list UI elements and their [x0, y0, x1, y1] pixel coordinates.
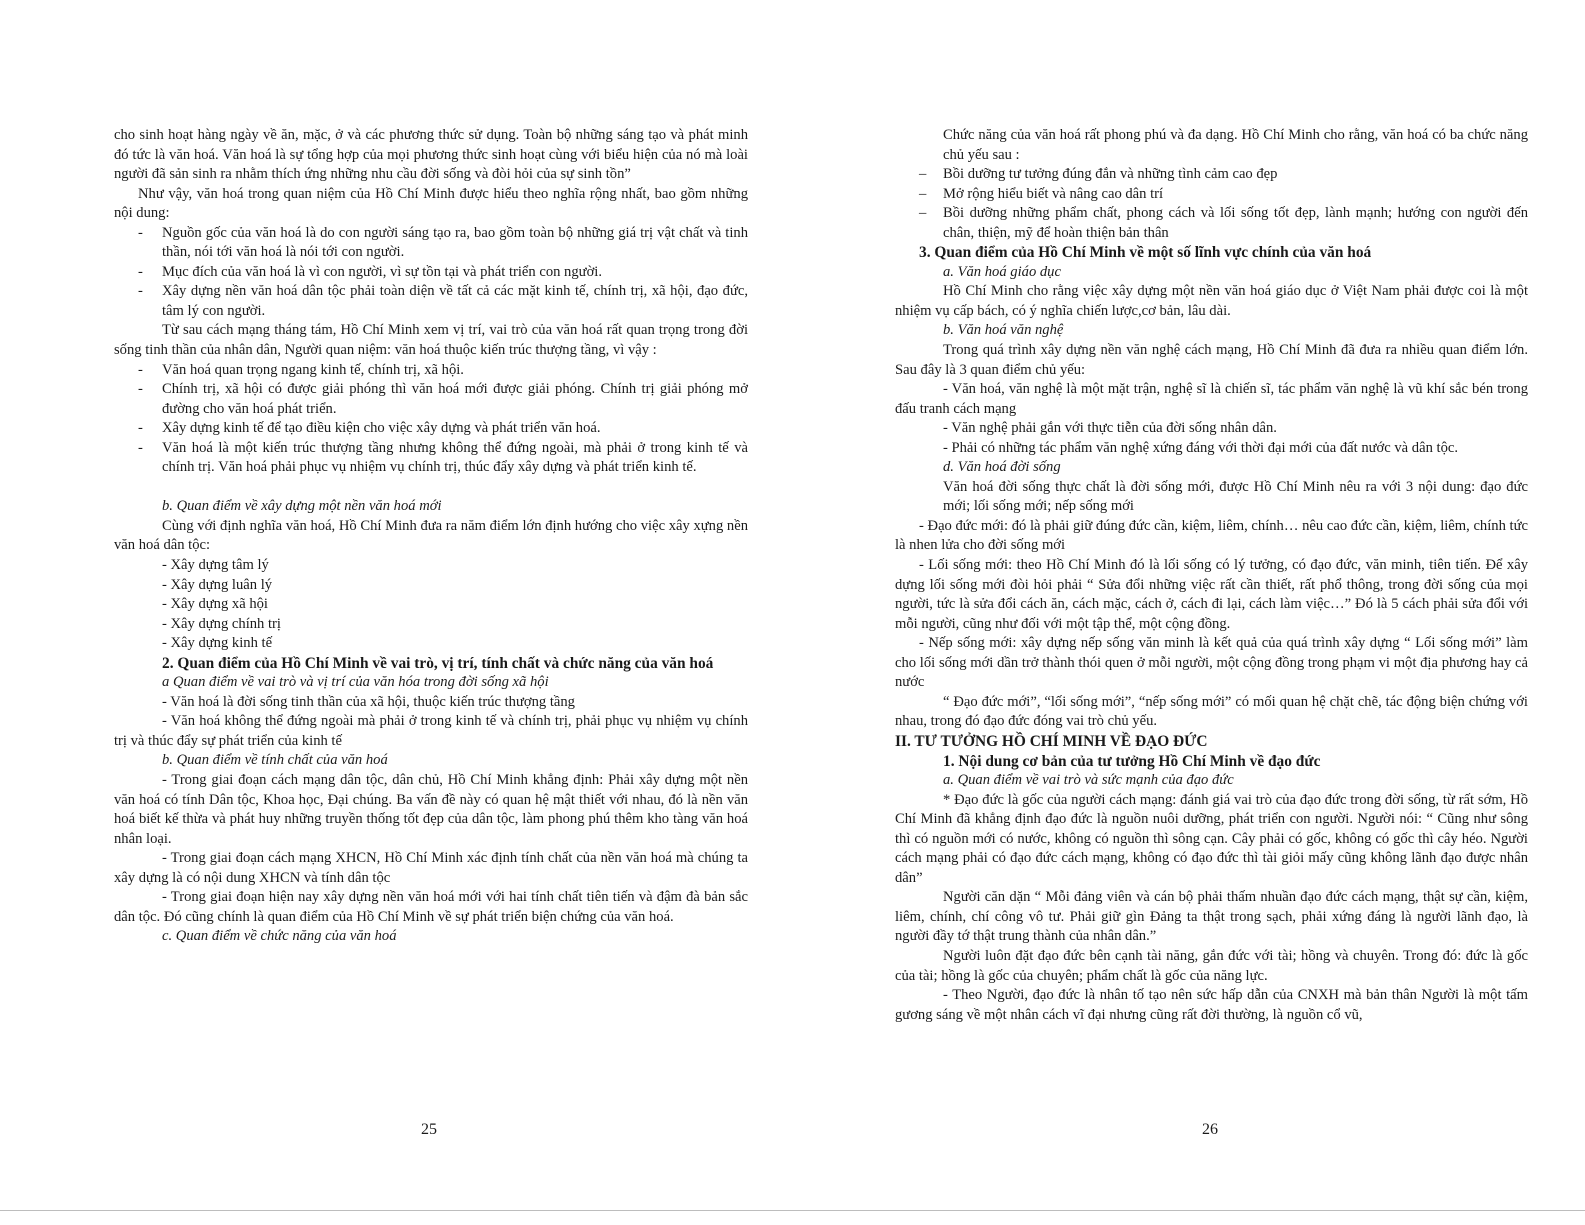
paragraph: - Chính trị, xã hội có được giải phóng thì văn hoá mới được giải phóng. Chính trị giải phóng mở đường cho văn hoá phát triển.	[114, 380, 748, 419]
subsection-heading: b. Quan điểm về tính chất của văn hoá	[162, 752, 388, 769]
spacer	[114, 478, 748, 498]
right-page	[895, 126, 1528, 1025]
paragraph: - Văn hoá không thể đứng ngoài mà phải ở trong kinh tế và chính trị, phải phục vụ nhiệm vụ chính trị và thúc đẩy sự phát triển của kinh tế	[114, 713, 748, 749]
paragraph: – Mở rộng hiểu biết và nâng cao dân trí	[895, 185, 1528, 205]
paragraph: - Văn hoá là đời sống tinh thần của xã hội, thuộc kiến trúc thượng tầng	[162, 693, 575, 710]
paragraph: - Đạo đức mới: đó là phải giữ đúng đức cần, kiệm, liêm, chính… nêu cao đức cần, kiệm, liêm, chính tức là nhen lửa cho đời sống mới	[895, 517, 1528, 554]
section-heading: II. TƯ TƯỞNG HỒ CHÍ MINH VỀ ĐẠO ĐỨC	[895, 732, 1208, 750]
paragraph: - Văn hoá quan trọng ngang kinh tế, chính trị, xã hội.	[114, 361, 748, 381]
paragraph: Hồ Chí Minh cho rằng việc xây dựng một nền văn hoá giáo dục ở Việt Nam phải được coi là một nhiệm vụ cấp bách, có ý nghĩa chiến lược,cơ bản, lâu dài.	[895, 283, 1528, 319]
paragraph: – Bồi dưỡng những phẩm chất, phong cách và lối sống tốt đẹp, lành mạnh; hướng con người đến chân, thiện, mỹ để hoàn thiện bản thân	[895, 204, 1528, 243]
subsection-heading: d. Văn hoá đời sống	[943, 459, 1061, 476]
paragraph: - Xây dựng kinh tế để tạo điều kiện cho việc xây dựng và phát triển văn hoá.	[114, 419, 748, 439]
paragraph: Cùng với định nghĩa văn hoá, Hồ Chí Minh đưa ra năm điểm lớn định hướng cho việc xây xựng nền văn hoá dân tộc:	[114, 517, 748, 554]
left-page	[114, 126, 748, 947]
paragraph: - Văn hoá, văn nghệ là một mặt trận, nghệ sĩ là chiến sĩ, tác phẩm văn nghệ là vũ khí sắc bén trong đấu tranh cách mạng	[895, 381, 1528, 417]
paragraph: Từ sau cách mạng tháng tám, Hồ Chí Minh xem vị trí, vai trò của văn hoá rất quan trọng trong đời sống tinh thần của nhân dân, Người quan niệm: văn hoá thuộc kiến trúc thượng tầng, vì vậy :	[114, 322, 748, 359]
paragraph: - Xây dựng nền văn hoá dân tộc phải toàn diện về tất cả các mặt kinh tế, chính trị, xã hội, đạo đức, tâm lý con người.	[114, 282, 748, 321]
paragraph: - Xây dựng tâm lý	[162, 556, 269, 573]
paragraph: Người luôn đặt đạo đức bên cạnh tài năng, gắn đức với tài; hồng và chuyên. Trong đó: đức là gốc của tài; hồng là gốc của chuyên; phẩm chất là gốc của năng lực.	[895, 947, 1528, 984]
paragraph: - Lối sống mới: theo Hồ Chí Minh đó là lối sống có lý tưởng, có đạo đức, văn minh, tiên tiến. Để xây dựng lối sống mới đòi hỏi phải “ Sửa đổi những việc rất cần thiết, rất phổ thông, trong đời sống của mọi người, tức là sửa đổi cách ăn, cách mặc, cách ở, cách đi lại, cách làm việc…” Đó là 5 cách phải sửa đổi với mỗi người, cũng như đối với một tập thể, một cộng đồng.	[895, 557, 1528, 632]
paragraph: - Văn hoá là một kiến trúc thượng tầng nhưng không thể đứng ngoài, mà phải ở trong kinh tế và chính trị. Văn hoá phải phục vụ nhiệm vụ chính trị, thúc đẩy xây dựng và phát triển kinh tế.	[114, 439, 748, 478]
page-number-right: 26	[1202, 1121, 1218, 1138]
page-number-left: 25	[421, 1121, 437, 1138]
paragraph: - Xây dựng luân lý	[162, 576, 273, 593]
paragraph: - Trong giai đoạn hiện nay xây dựng nền văn hoá mới với hai tính chất tiên tiến và đậm đà bản sắc dân tộc. Đó cũng chính là quan điểm của Hồ Chí Minh về sự phát triển biện chứng của văn hoá.	[114, 889, 748, 925]
subsection-heading: b. Văn hoá văn nghệ	[943, 322, 1064, 339]
paragraph: - Xây dựng xã hội	[162, 596, 268, 613]
section-heading: 1. Nội dung cơ bản của tư tưởng Hồ Chí Minh về đạo đức	[943, 752, 1321, 770]
paragraph: - Xây dựng chính trị	[162, 615, 281, 632]
paragraph: - Theo Người, đạo đức là nhân tố tạo nên sức hấp dẫn của CNXH mà bản thân Người là một tấm gương sáng về một nhân cách vĩ đại nhưng cũng rất đời thường, là nguồn cổ vũ,	[895, 987, 1528, 1023]
subsection-heading: a. Quan điểm về vai trò và sức mạnh của đạo đức	[943, 772, 1234, 789]
paragraph: - Phải có những tác phẩm văn nghệ xứng đáng với thời đại mới của đất nước và dân tộc.	[943, 439, 1458, 456]
paragraph: - Nguồn gốc của văn hoá là do con người sáng tạo ra, bao gồm toàn bộ những giá trị vật chất và tinh thần, nói tới văn hoá là nói tới con người.	[114, 224, 748, 263]
paragraph: cho sinh hoạt hàng ngày về ăn, mặc, ở và các phương thức sử dụng. Toàn bộ những sáng tạo và phát minh đó tức là văn hoá. Văn hoá là sự tổng hợp của mọi phương thức sinh hoạt cùng với biểu hiện của nó mà loài người đã sản sinh ra nhằm thích ứng những nhu cầu đời sống và đòi hỏi của sự sinh tồn”	[114, 127, 748, 183]
paragraph: Người căn dặn “ Mỗi đảng viên và cán bộ phải thấm nhuần đạo đức cách mạng, thật sự cần, kiệm, liêm, chính, chí công vô tư. Phải giữ gìn Đảng ta thật trong sạch, phải xứng đáng là người lãnh đạo, là người đầy tớ thật trung thành của nhân dân.”	[895, 889, 1528, 945]
paragraph: Chức năng của văn hoá rất phong phú và đa dạng. Hồ Chí Minh cho rằng, văn hoá có ba chức năng chủ yếu sau :	[943, 127, 1528, 163]
paragraph: - Trong giai đoạn cách mạng XHCN, Hồ Chí Minh xác định tính chất của nền văn hoá mà chúng ta xây dựng là có nội dung XHCN và tính dân tộc	[114, 850, 748, 886]
subsection-heading: c. Quan điểm về chức năng của văn hoá	[162, 928, 397, 945]
paragraph: Như vậy, văn hoá trong quan niệm của Hồ Chí Minh được hiểu theo nghĩa rộng nhất, bao gồm những nội dung:	[114, 185, 748, 222]
paragraph: - Trong giai đoạn cách mạng dân tộc, dân chủ, Hồ Chí Minh khẳng định: Phải xây dựng một nền văn hoá có tính Dân tộc, Khoa học, Đại chúng. Ba vấn đề này có quan hệ mật thiết với nhau, đó là nền văn hoá biết kế thừa và phát huy những truyền thống tốt đẹp của dân tộc, làm phong phú thêm kho tàng văn hoá nhân loại.	[114, 772, 748, 847]
subsection-heading: a Quan điểm về vai trò và vị trí của văn hóa trong đời sống xã hội	[162, 674, 549, 691]
subsection-heading: b. Quan điểm về xây dựng một nền văn hoá mới	[162, 498, 442, 515]
paragraph: – Bồi dưỡng tư tưởng đúng đắn và những tình cảm cao đẹp	[895, 165, 1528, 185]
paragraph: * Đạo đức là gốc của người cách mạng: đánh giá vai trò của đạo đức trong đời sống, từ rất sớm, Hồ Chí Minh đã khẳng định đạo đức là nguồn nuôi dưỡng, phát triển con người. Người nói: “ Cũng như sông thì có nguồn mới có nước, không có nguồn thì sông cạn. Cây phải có gốc, không có gốc thì cây héo. Người cách mạng phải có đạo đức cách mạng, không có đạo đức thì tài giỏi mấy cũng không lãnh đạo được nhân dân”	[895, 791, 1528, 886]
paragraph: Văn hoá đời sống thực chất là đời sống mới, được Hồ Chí Minh nêu ra với 3 nội dung: đạo đức mới; lối sống mới; nếp sống mới	[943, 478, 1528, 515]
bottom-rule	[0, 1210, 1585, 1211]
subsection-heading: a. Văn hoá giáo dục	[943, 263, 1061, 280]
paragraph: - Nếp sống mới: xây dựng nếp sống văn minh là kết quả của quá trình xây dựng “ Lối sống mới” làm cho lối sống mới dần trở thành thói quen ở mỗi người, một cộng đồng trong phạm vi một địa phương hay cả nước	[895, 635, 1528, 691]
paragraph: - Văn nghệ phải gắn với thực tiễn của đời sống nhân dân.	[943, 420, 1277, 437]
section-heading: 2. Quan điểm của Hồ Chí Minh về vai trò, vị trí, tính chất và chức năng của văn hoá	[162, 654, 714, 672]
paragraph: - Xây dựng kinh tế	[162, 635, 273, 652]
paragraph: “ Đạo đức mới”, “lối sống mới”, “nếp sống mới” có mối quan hệ chặt chẽ, tác động biện chứng với nhau, trong đó đạo đức đóng vai trò chủ yếu.	[895, 693, 1528, 730]
paragraph: Trong quá trình xây dựng nền văn nghệ cách mạng, Hồ Chí Minh đã đưa ra nhiều quan điểm lớn. Sau đây là 3 quan điểm chủ yếu:	[895, 342, 1528, 378]
paragraph: - Mục đích của văn hoá là vì con người, vì sự tồn tại và phát triển con người.	[114, 263, 748, 283]
section-heading: 3. Quan điểm của Hồ Chí Minh về một số lĩnh vực chính của văn hoá	[919, 244, 1372, 262]
